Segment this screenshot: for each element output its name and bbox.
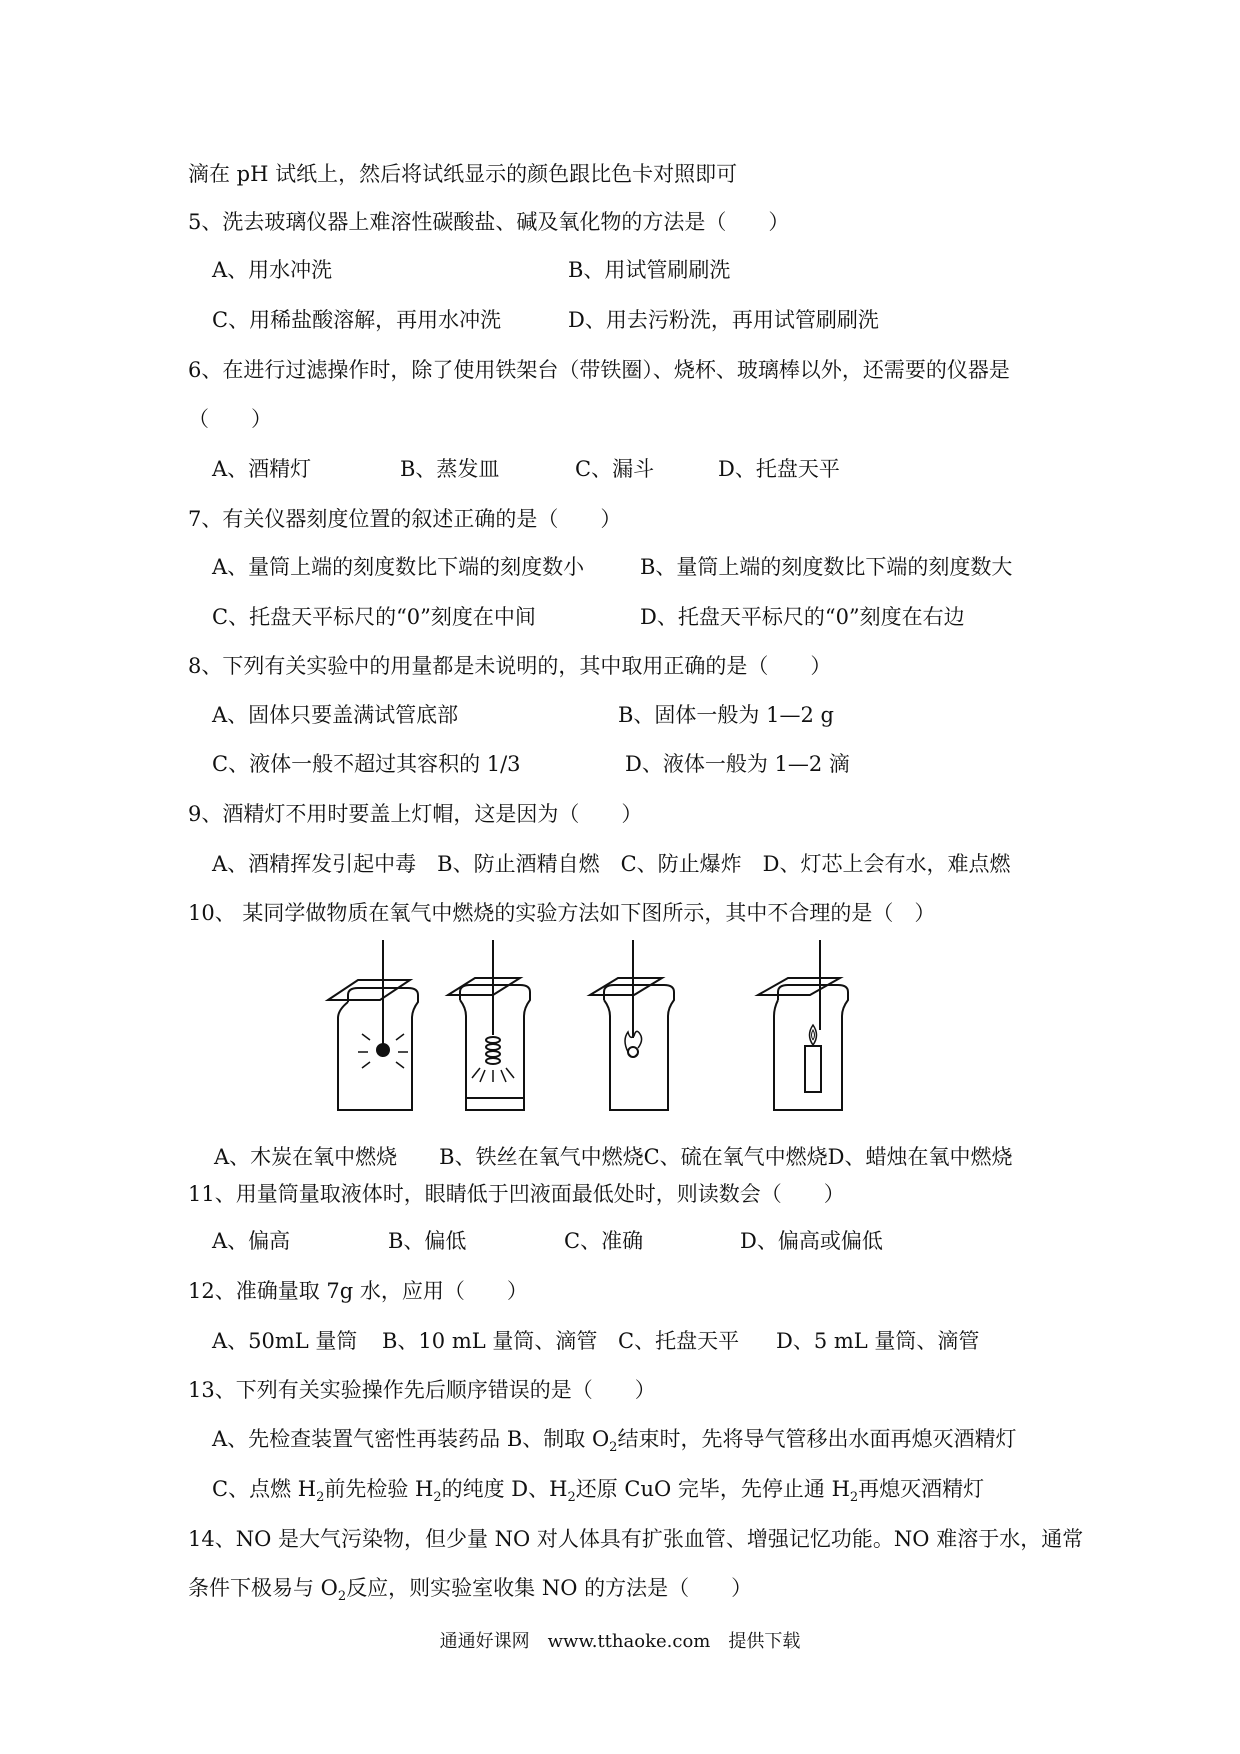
q13-options-cd — [212, 1475, 984, 1512]
intro-line: 滴在 pH 试纸上，然后将试纸显示的颜色跟比色卡对照即可 — [188, 162, 738, 186]
q13-ab-text-2: 结束时，先将导气管移出水面再熄灭酒精灯 — [617, 1427, 1017, 1451]
question-14-line-2 — [188, 1574, 752, 1611]
q13-cd-text-4: 还原 CuO 完毕，先停止通 H — [575, 1477, 850, 1501]
q14-line2-sub: 2 — [337, 1589, 347, 1605]
q5-option-c: C、用稀盐酸溶解，再用水冲洗 — [212, 308, 502, 332]
q9-options: A、酒精挥发引起中毒 B、防止酒精自燃 C、防止爆炸 D、灯芯上会有水，难点燃 — [212, 852, 1011, 876]
q12-option-b: B、10 mL 量筒、滴管 — [382, 1329, 598, 1353]
q14-line2-text-b: 反应，则实验室收集 NO 的方法是（ ） — [346, 1576, 753, 1600]
q13-cd-text-3: 的纯度 D、H — [441, 1477, 568, 1501]
q13-options-ab — [212, 1425, 1016, 1462]
question-14-line-1: 14、NO 是大气污染物，但少量 NO 对人体具有扩张血管、增强记忆功能。NO 难溶于水，通常 — [188, 1527, 1084, 1551]
q12-option-d: D、5 mL 量筒、滴管 — [776, 1329, 980, 1353]
q13-cd-sub-2: 2 — [433, 1490, 442, 1506]
q12-option-c: C、托盘天平 — [618, 1329, 740, 1353]
q13-cd-text-1: C、点燃 H — [212, 1477, 317, 1501]
q13-cd-sub-1: 2 — [316, 1490, 325, 1506]
q8-option-a: A、固体只要盖满试管底部 — [212, 703, 459, 727]
q8-option-c: C、液体一般不超过其容积的 1/3 — [212, 752, 521, 776]
q11-option-c: C、准确 — [564, 1229, 644, 1253]
q13-cd-sub-4: 2 — [849, 1490, 859, 1506]
question-8-stem: 8、下列有关实验中的用量都是未说明的，其中取用正确的是（ ） — [188, 654, 832, 678]
q5-option-b: B、用试管刷刷洗 — [568, 258, 731, 282]
q13-cd-text-5: 再熄灭酒精灯 — [858, 1477, 985, 1501]
combustion-jars-figure — [300, 940, 1080, 1130]
jar-d-candle — [758, 940, 848, 1110]
q8-option-b: B、固体一般为 1—2 g — [618, 703, 834, 727]
q7-option-a: A、量筒上端的刻度数比下端的刻度数小 — [212, 555, 585, 579]
q13-cd-sub-3: 2 — [567, 1490, 576, 1506]
q12-option-a: A、50mL 量筒 — [212, 1329, 358, 1353]
jar-a-charcoal — [328, 940, 418, 1110]
question-11-stem: 11、用量筒量取液体时，眼睛低于凹液面最低处时，则读数会（ ） — [188, 1182, 845, 1206]
q11-option-b: B、偏低 — [388, 1229, 467, 1253]
question-6-stem: 6、在进行过滤操作时，除了使用铁架台（带铁圈）、烧杯、玻璃棒以外，还需要的仪器是 — [188, 358, 1010, 382]
jar-b-iron-wire — [448, 940, 530, 1110]
q14-line2-text-a: 条件下极易与 O — [188, 1576, 338, 1600]
q13-cd-text-2: 前先检验 H — [324, 1477, 434, 1501]
question-9-stem: 9、酒精灯不用时要盖上灯帽，这是因为（ ） — [188, 802, 643, 826]
q6-option-b: B、蒸发皿 — [400, 457, 500, 481]
q6-option-a: A、酒精灯 — [212, 457, 312, 481]
question-10-stem: 10、 某同学做物质在氧气中燃烧的实验方法如下图所示，其中不合理的是（ ） — [188, 901, 936, 925]
q8-option-d: D、液体一般为 1—2 滴 — [625, 752, 850, 776]
q7-option-c: C、托盘天平标尺的“0”刻度在中间 — [212, 605, 536, 629]
q6-option-d: D、托盘天平 — [718, 457, 840, 481]
question-5-stem: 5、洗去玻璃仪器上难溶性碳酸盐、碱及氧化物的方法是（ ） — [188, 210, 790, 234]
q13-ab-text-1: A、先检查装置气密性再装药品 B、制取 O — [212, 1427, 610, 1451]
q10-figure-caption: A、木炭在氧中燃烧 B、铁丝在氧气中燃烧C、硫在氧气中燃烧D、蜡烛在氧中燃烧 — [214, 1145, 1013, 1169]
page-footer: 通通好课网 www.tthaoke.com 提供下载 — [439, 1631, 801, 1652]
q13-ab-sub: 2 — [609, 1440, 618, 1456]
q11-option-d: D、偏高或偏低 — [740, 1229, 883, 1253]
q7-option-d: D、托盘天平标尺的“0”刻度在右边 — [640, 605, 965, 629]
question-12-stem: 12、准确量取 7g 水，应用（ ） — [188, 1279, 528, 1303]
q6-answer-paren: （ ） — [188, 407, 272, 431]
question-13-stem: 13、下列有关实验操作先后顺序错误的是（ ） — [188, 1378, 656, 1402]
q5-option-a: A、用水冲洗 — [212, 258, 333, 282]
q7-option-b: B、量筒上端的刻度数比下端的刻度数大 — [640, 555, 1013, 579]
question-7-stem: 7、有关仪器刻度位置的叙述正确的是（ ） — [188, 507, 622, 531]
jar-c-sulfur — [590, 940, 674, 1110]
q5-option-d: D、用去污粉洗，再用试管刷刷洗 — [568, 308, 879, 332]
q11-option-a: A、偏高 — [212, 1229, 291, 1253]
q6-option-c: C、漏斗 — [575, 457, 655, 481]
